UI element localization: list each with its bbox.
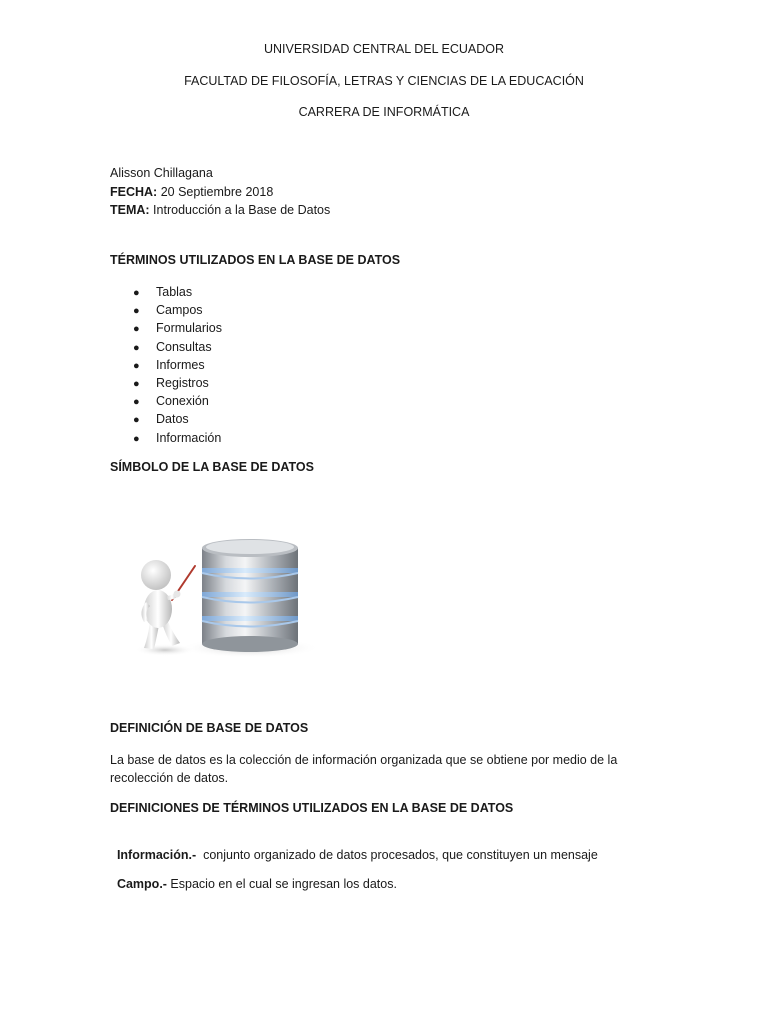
career-title: CARRERA DE INFORMÁTICA [298, 105, 470, 119]
list-item: ● Información [133, 429, 222, 447]
term-description: Espacio en el cual se ingresan los datos. [166, 877, 397, 891]
bullet-icon: ● [133, 377, 140, 390]
date-label: FECHA: [110, 185, 158, 199]
date-line [110, 185, 273, 199]
faculty-title: FACULTAD DE FILOSOFÍA, LETRAS Y CIENCIAS DE LA EDUCACIÓN [184, 74, 584, 88]
term-label: Campo.- [116, 877, 167, 891]
terms-list [133, 283, 222, 447]
list-item: ● Registros [133, 374, 222, 392]
list-item: ● Campos [133, 301, 222, 319]
symbol-heading: SÍMBOLO DE LA BASE DE DATOS [110, 460, 314, 474]
bullet-icon: ● [133, 323, 140, 336]
definitions-heading: DEFINICIONES DE TÉRMINOS UTILIZADOS EN LA BASE DE DATOS [110, 801, 514, 815]
database-illustration [110, 522, 325, 672]
definition-text: La base de datos es la colección de información organizada que se obtiene por medio de la recolección de datos. [110, 753, 618, 785]
list-item: ● Formularios [133, 319, 222, 337]
bullet-icon: ● [133, 414, 140, 427]
term-label: Información.- [116, 848, 197, 862]
term-description: conjunto organizado de datos procesados, que constituyen un mensaje [196, 848, 598, 862]
definition-entry-informacion [110, 834, 598, 862]
terms-heading: TÉRMINOS UTILIZADOS EN LA BASE DE DATOS [110, 253, 401, 267]
bullet-icon: ● [133, 359, 140, 372]
bullet-icon: ● [133, 341, 140, 354]
bullet-icon: ● [133, 432, 140, 445]
database-with-presenter-icon [110, 522, 325, 672]
list-item: ● Informes [133, 356, 222, 374]
definition-heading: DEFINICIÓN DE BASE DE DATOS [110, 721, 309, 735]
definition-entry-campo [110, 863, 397, 891]
bullet-icon: ● [133, 305, 140, 318]
topic-value: Introducción a la Base de Datos [149, 203, 331, 217]
list-item: ● Tablas [133, 283, 222, 301]
bullet-icon: ● [133, 287, 140, 299]
university-title: UNIVERSIDAD CENTRAL DEL ECUADOR [263, 42, 505, 56]
bullet-icon: ● [133, 396, 140, 409]
topic-label: TEMA: [110, 203, 150, 217]
topic-line [110, 203, 330, 217]
list-item: ● Datos [133, 410, 222, 428]
author-name: Alisson Chillagana [110, 166, 213, 180]
list-item: ● Consultas [133, 338, 222, 356]
date-value: 20 Septiembre 2018 [157, 185, 274, 199]
list-item: ● Conexión [133, 392, 222, 410]
